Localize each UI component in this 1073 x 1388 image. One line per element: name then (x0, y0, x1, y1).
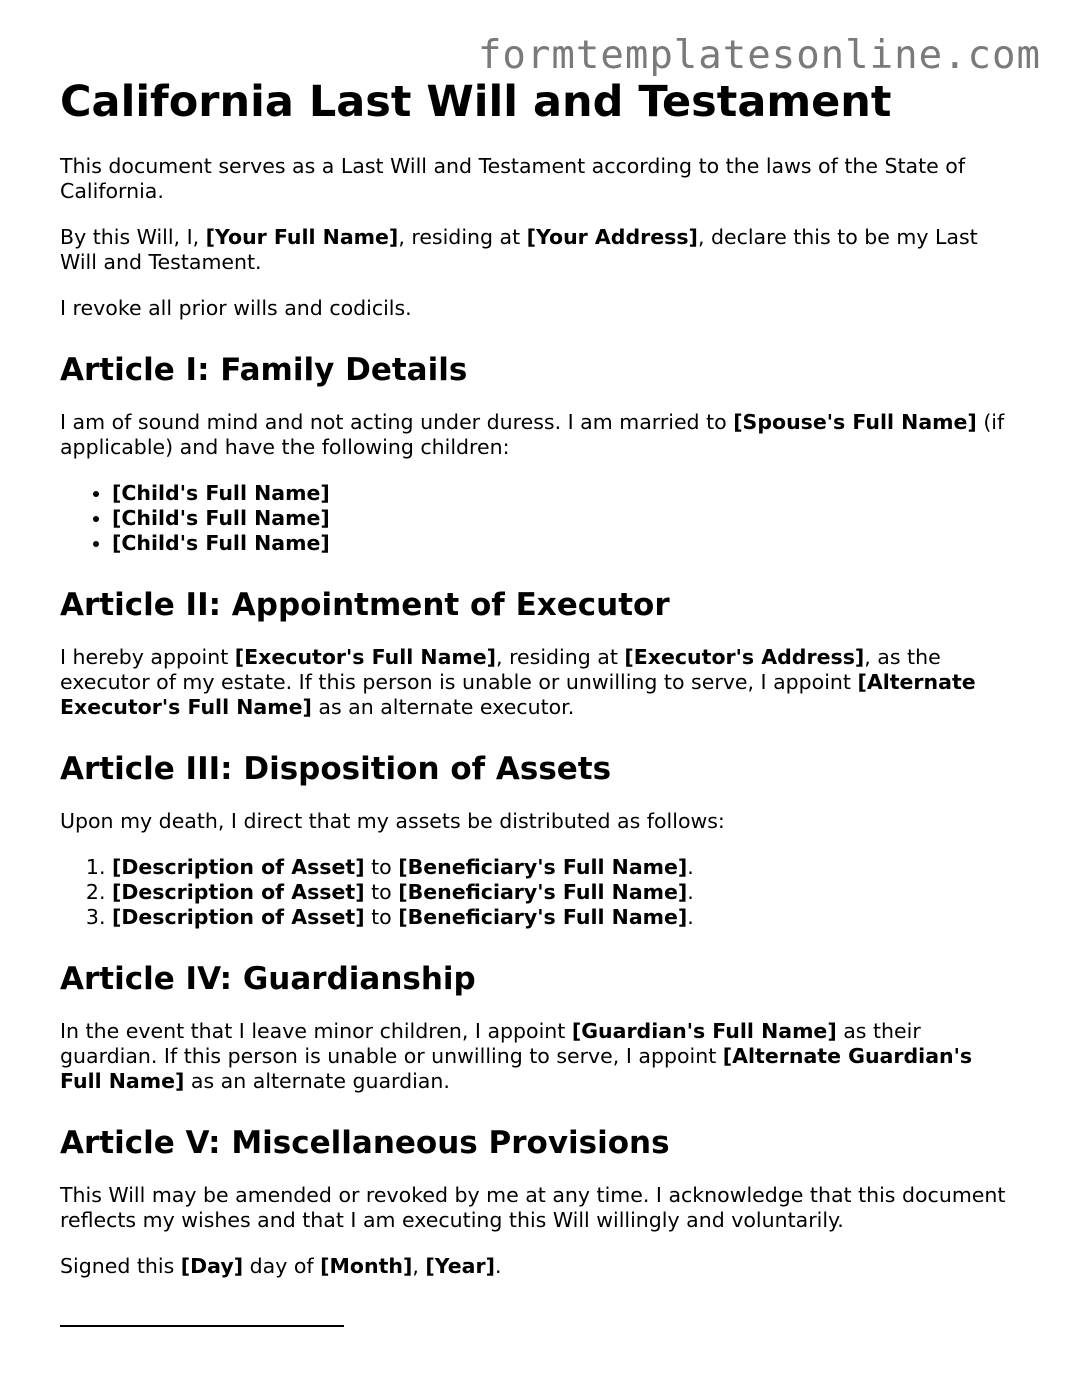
executor-address-field: [Executor's Address] (624, 645, 865, 669)
year-field: [Year] (425, 1254, 495, 1278)
article-4-text: In the event that I leave minor children, I appoint [Guardian's Full Name] as their guardian. If this person is unable or unwilling to serve, I appoint [Alternate Guardian's Full Name] as an alternate guardian. (60, 1019, 973, 1093)
article-4-heading: Article IV: Guardianship (60, 961, 476, 997)
list-item: • [Child's Full Name] (112, 506, 1020, 531)
alternate-guardian-field: [Alternate Guardian's Full Name] (60, 1044, 973, 1093)
children-list (60, 481, 1020, 556)
executor-name-field: [Executor's Full Name] (234, 645, 497, 669)
article-5-heading: Article V: Miscellaneous Provisions (60, 1125, 670, 1161)
list-item: • [Child's Full Name] (112, 531, 1020, 556)
alternate-executor-field: [Alternate Executor's Full Name] (60, 670, 976, 719)
article-1-text: I am of sound mind and not acting under duress. I am married to [Spouse's Full Name] (if applicable) and have the following children: (60, 410, 1005, 459)
watermark: formtemplatesonline.com (477, 33, 1041, 78)
guardian-name-field: [Guardian's Full Name] (571, 1019, 837, 1043)
month-field: [Month] (320, 1254, 413, 1278)
intro-paragraph-3: I revoke all prior wills and codicils. (60, 296, 412, 320)
article-3-heading: Article III: Disposition of Assets (60, 751, 612, 787)
article-3-text: Upon my death, I direct that my assets be distributed as follows: (60, 809, 725, 833)
article-5-text: This Will may be amended or revoked by me at any time. I acknowledge that this document reflects my wishes and that I am executing this Will willingly and voluntarily. (60, 1183, 1006, 1232)
list-item: 3. [Description of Asset] to [Beneficiary's Full Name]. (112, 905, 1020, 930)
article-2-text: I hereby appoint [Executor's Full Name], residing at [Executor's Address], as the executor of my estate. If this person is unable or unwilling to serve, I appoint [Alternate Executor's Full Name] as an alternate executor. (60, 645, 976, 719)
document-body (60, 76, 1020, 1279)
testator-name-field: [Your Full Name] (205, 225, 399, 249)
list-item: 2. [Description of Asset] to [Beneficiary's Full Name]. (112, 880, 1020, 905)
signature-line (60, 1325, 344, 1327)
testator-address-field: [Your Address] (526, 225, 698, 249)
intro-paragraph-1: This document serves as a Last Will and Testament according to the laws of the State of California. (60, 154, 966, 203)
assets-list (60, 855, 1020, 930)
list-item: • [Child's Full Name] (112, 481, 1020, 506)
list-item: 1. [Description of Asset] to [Beneficiary's Full Name]. (112, 855, 1020, 880)
day-field: [Day] (180, 1254, 244, 1278)
article-2-heading: Article II: Appointment of Executor (60, 587, 670, 623)
article-1-heading: Article I: Family Details (60, 352, 468, 388)
signature-date-line: Signed this [Day] day of [Month], [Year]. (60, 1254, 502, 1278)
page-title: California Last Will and Testament (60, 77, 892, 127)
intro-paragraph-2: By this Will, I, [Your Full Name], residing at [Your Address], declare this to be my Last Will and Testament. (60, 225, 978, 274)
spouse-name-field: [Spouse's Full Name] (733, 410, 977, 434)
